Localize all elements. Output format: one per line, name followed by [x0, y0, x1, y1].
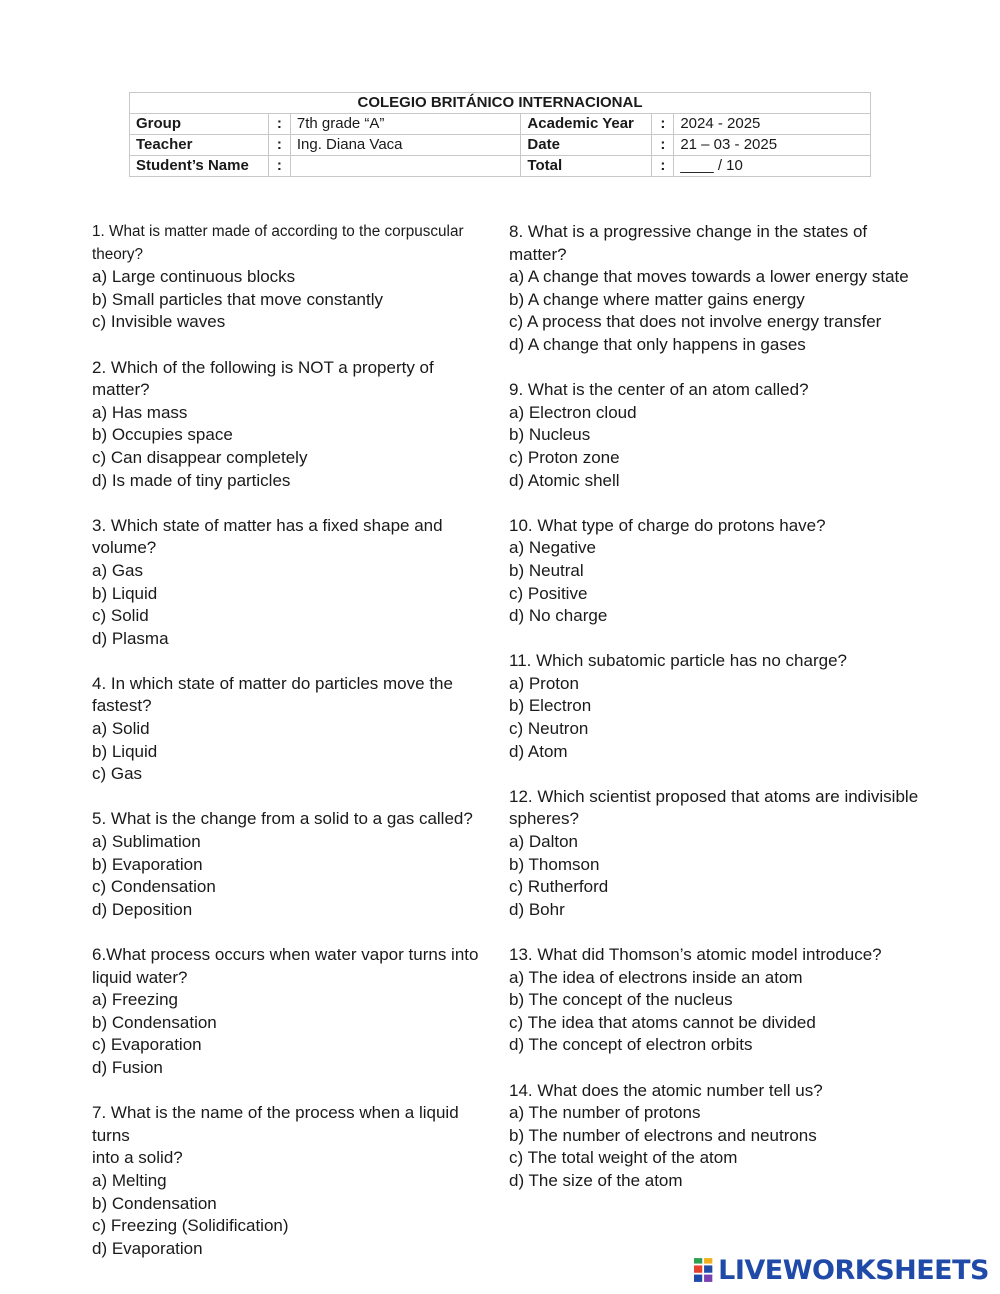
option-c[interactable]: c) The total weight of the atom [509, 1148, 738, 1168]
question-7 [92, 1102, 492, 1260]
option-a[interactable]: a) Gas [92, 560, 144, 580]
question-text: 12. Which scientist proposed that atoms are indivisible [509, 786, 919, 806]
question-text: 5. What is the change from a solid to a gas called? [92, 809, 473, 829]
question-text: 9. What is the center of an atom called? [509, 380, 809, 400]
option-b[interactable]: b) Nucleus [509, 425, 591, 445]
option-c[interactable]: c) Evaporation [92, 1035, 202, 1055]
colon: : [268, 114, 290, 135]
option-d[interactable]: d) Fusion [92, 1057, 163, 1077]
question-11 [509, 650, 919, 763]
option-c[interactable]: c) Rutherford [509, 877, 609, 897]
liveworksheets-icon [694, 1257, 714, 1283]
option-a[interactable]: a) Solid [92, 719, 150, 739]
option-a[interactable]: a) Dalton [509, 832, 578, 852]
teacher-value: Ing. Diana Vaca [290, 135, 521, 156]
option-c[interactable]: c) Invisible waves [92, 312, 226, 332]
option-b[interactable]: b) Small particles that move constantly [92, 289, 384, 309]
option-d[interactable]: d) Deposition [92, 899, 193, 919]
option-c[interactable]: c) Neutron [509, 719, 589, 739]
option-b[interactable]: b) Electron [509, 696, 592, 716]
option-a[interactable]: a) Negative [509, 538, 596, 558]
colon: : [652, 114, 674, 135]
question-text: into a solid? [92, 1148, 183, 1168]
option-a[interactable]: a) Melting [92, 1170, 167, 1190]
option-d[interactable]: d) Atom [509, 741, 568, 761]
option-b[interactable]: b) The number of electrons and neutrons [509, 1125, 817, 1145]
option-d[interactable]: d) The concept of electron orbits [509, 1035, 753, 1055]
option-b[interactable]: b) The concept of the nucleus [509, 990, 733, 1010]
question-12 [509, 786, 919, 922]
question-9 [509, 379, 919, 492]
question-13 [509, 944, 919, 1057]
option-d[interactable]: d) No charge [509, 606, 608, 626]
question-text: 13. What did Thomson’s atomic model introduce? [509, 945, 882, 964]
option-c[interactable]: c) Gas [92, 764, 143, 784]
liveworksheets-logo[interactable] [694, 1253, 989, 1287]
question-text: 14. What does the atomic number tell us? [509, 1080, 823, 1100]
question-text: 2. Which of the following is NOT a property of matter? [92, 357, 434, 400]
academic-year-label: Academic Year [521, 114, 652, 135]
option-b[interactable]: b) Occupies space [92, 425, 233, 445]
question-text: 7. What is the name of the process when a liquid turns [92, 1103, 459, 1145]
option-a[interactable]: a) Proton [509, 673, 579, 693]
option-d[interactable]: d) Plasma [92, 628, 169, 648]
question-text: spheres? [509, 809, 579, 829]
option-d[interactable]: d) Bohr [509, 899, 565, 919]
option-a[interactable]: a) The number of protons [509, 1103, 701, 1123]
header-row-teacher [130, 135, 871, 156]
question-text: 11. Which subatomic particle has no charge? [509, 651, 847, 671]
date-value: 21 – 03 - 2025 [674, 135, 871, 156]
option-c[interactable]: c) Solid [92, 606, 149, 626]
option-c[interactable]: c) A process that does not involve energy transfer [509, 312, 882, 332]
option-d[interactable]: d) Evaporation [92, 1238, 203, 1258]
header-table [129, 92, 871, 177]
colon: : [652, 156, 674, 177]
total-label: Total [521, 156, 652, 177]
option-a[interactable]: a) A change that moves towards a lower energy state [509, 267, 909, 287]
question-text: 10. What type of charge do protons have? [509, 515, 826, 535]
question-3 [92, 515, 492, 651]
total-value: ____ / 10 [674, 156, 871, 177]
option-b[interactable]: b) Neutral [509, 560, 584, 580]
group-value: 7th grade “A” [290, 114, 521, 135]
option-b[interactable]: b) Condensation [92, 1012, 217, 1032]
option-d[interactable]: d) Atomic shell [509, 470, 620, 490]
question-4 [92, 673, 492, 786]
question-text: liquid water? [92, 967, 188, 987]
question-2 [92, 357, 492, 493]
option-a[interactable]: a) Sublimation [92, 832, 201, 852]
option-b[interactable]: b) A change where matter gains energy [509, 289, 805, 309]
question-14 [509, 1080, 919, 1193]
question-text: 3. Which state of matter has a fixed shape and volume? [92, 515, 443, 558]
question-text: 1. What is matter made of according to the corpuscular [92, 223, 464, 240]
question-1 [92, 221, 492, 334]
student-name-label: Student’s Name [130, 156, 269, 177]
question-8 [509, 221, 919, 357]
questions-right-column [509, 221, 919, 1215]
date-label: Date [521, 135, 652, 156]
option-c[interactable]: c) Condensation [92, 877, 216, 897]
option-c[interactable]: c) The idea that atoms cannot be divided [509, 1012, 816, 1032]
question-text: fastest? [92, 696, 152, 716]
question-text: 6.What process occurs when water vapor turns into [92, 945, 479, 964]
student-name-field[interactable] [290, 156, 521, 177]
option-c[interactable]: c) Proton zone [509, 447, 620, 467]
option-a[interactable]: a) Freezing [92, 990, 178, 1010]
option-b[interactable]: b) Liquid [92, 583, 158, 603]
header-row-student [130, 156, 871, 177]
option-d[interactable]: d) Is made of tiny particles [92, 470, 291, 490]
header-row-group [130, 114, 871, 135]
option-b[interactable]: b) Thomson [509, 854, 600, 874]
option-b[interactable]: b) Evaporation [92, 854, 203, 874]
question-text: 4. In which state of matter do particles move the [92, 673, 453, 693]
option-a[interactable]: a) Has mass [92, 402, 188, 422]
colon: : [652, 135, 674, 156]
questions-left-column [92, 221, 492, 1283]
question-10 [509, 515, 919, 628]
option-c[interactable]: c) Positive [509, 583, 588, 603]
option-d[interactable]: d) A change that only happens in gases [509, 334, 806, 354]
teacher-label: Teacher [130, 135, 269, 156]
question-text: 8. What is a progressive change in the states of matter? [509, 222, 868, 264]
option-c[interactable]: c) Can disappear completely [92, 447, 308, 467]
option-c[interactable]: c) Freezing (Solidification) [92, 1216, 289, 1236]
option-a[interactable]: a) Electron cloud [509, 402, 637, 422]
colon: : [268, 156, 290, 177]
option-a[interactable]: a) The idea of electrons inside an atom [509, 967, 803, 987]
option-b[interactable]: b) Condensation [92, 1193, 217, 1213]
logo-text: LIVEWORKSHEETS [718, 1254, 989, 1286]
question-text: theory? [92, 245, 144, 263]
option-a[interactable]: a) Large continuous blocks [92, 267, 296, 287]
question-6 [92, 944, 492, 1080]
question-5 [92, 808, 492, 921]
group-label: Group [130, 114, 269, 135]
option-d[interactable]: d) The size of the atom [509, 1170, 683, 1190]
academic-year-value: 2024 - 2025 [674, 114, 871, 135]
option-b[interactable]: b) Liquid [92, 741, 158, 761]
school-title: COLEGIO BRITÁNICO INTERNACIONAL [130, 93, 871, 114]
colon: : [268, 135, 290, 156]
